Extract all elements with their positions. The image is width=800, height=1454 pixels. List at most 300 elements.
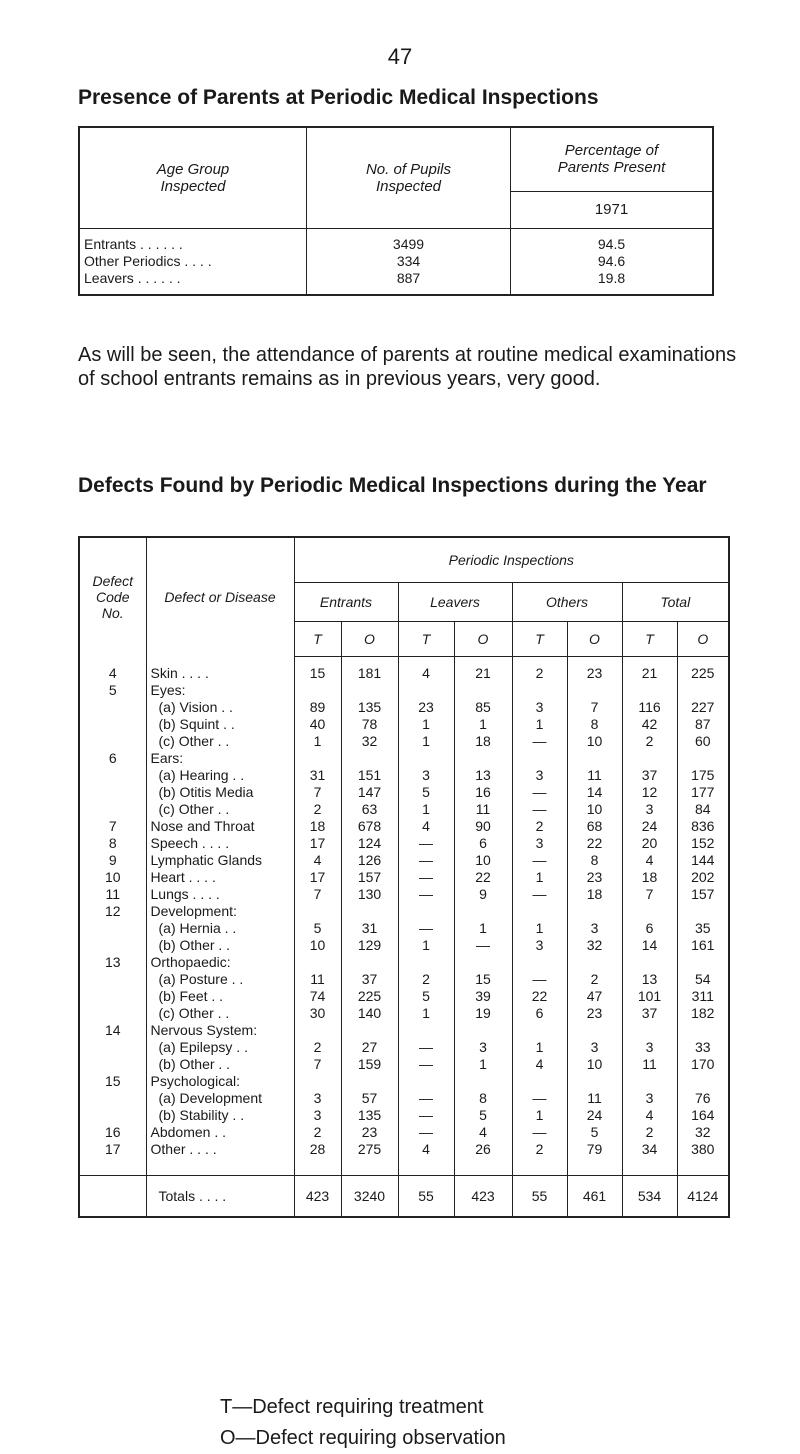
value-cell: 3: [294, 1107, 341, 1124]
table-row: [79, 988, 729, 1005]
value-cell: 15: [294, 656, 341, 682]
value-cell: 74: [294, 988, 341, 1005]
value-cell: 42: [622, 716, 677, 733]
defect-name-cell: Nose and Throat: [146, 818, 294, 835]
value-cell: 11: [567, 1090, 622, 1107]
header-o: O: [341, 622, 398, 656]
header-pupils: No. of Pupils Inspected: [307, 127, 511, 229]
total-value-cell: 461: [567, 1175, 622, 1217]
parents-presence-table: [78, 126, 714, 296]
value-cell: 2: [398, 971, 454, 988]
value-cell: 152: [677, 835, 729, 852]
value-cell: 37: [622, 767, 677, 784]
value-cell: [512, 954, 567, 971]
value-cell: 22: [454, 869, 512, 886]
value-cell: 1: [454, 1056, 512, 1073]
value-cell: 78: [341, 716, 398, 733]
defect-code-cell: [79, 1090, 146, 1107]
value-cell: 225: [341, 988, 398, 1005]
value-cell: —: [454, 937, 512, 954]
value-cell: 34: [622, 1141, 677, 1158]
value-cell: 151: [341, 767, 398, 784]
pupils-cell: 334: [307, 252, 511, 269]
value-cell: 21: [454, 656, 512, 682]
value-cell: [294, 903, 341, 920]
value-cell: [567, 903, 622, 920]
value-cell: —: [398, 1056, 454, 1073]
defect-name-cell: (b) Stability . .: [146, 1107, 294, 1124]
table-row: [79, 903, 729, 920]
value-cell: 10: [567, 733, 622, 750]
header-t: T: [622, 622, 677, 656]
value-cell: 2: [512, 818, 567, 835]
value-cell: [677, 903, 729, 920]
value-cell: —: [398, 1124, 454, 1141]
value-cell: 6: [622, 920, 677, 937]
header-defect-code: Defect Code No.: [92, 573, 133, 621]
value-cell: 19: [454, 1005, 512, 1022]
value-cell: 1: [398, 937, 454, 954]
value-cell: 1: [398, 801, 454, 818]
value-cell: 1: [512, 869, 567, 886]
value-cell: [567, 682, 622, 699]
total-value-cell: 4124: [677, 1175, 729, 1217]
value-cell: —: [398, 852, 454, 869]
value-cell: 157: [677, 886, 729, 903]
value-cell: [622, 954, 677, 971]
value-cell: [512, 1073, 567, 1090]
defect-code-cell: [79, 1005, 146, 1022]
value-cell: 202: [677, 869, 729, 886]
value-cell: 32: [341, 733, 398, 750]
value-cell: [398, 903, 454, 920]
value-cell: 39: [454, 988, 512, 1005]
defect-code-cell: 13: [104, 954, 121, 970]
value-cell: [567, 750, 622, 767]
value-cell: 60: [677, 733, 729, 750]
value-cell: 21: [622, 656, 677, 682]
value-cell: 14: [567, 784, 622, 801]
value-cell: [454, 750, 512, 767]
value-cell: 2: [294, 1124, 341, 1141]
value-cell: [341, 750, 398, 767]
defect-code-cell: [79, 1107, 146, 1124]
total-value-cell: 534: [622, 1175, 677, 1217]
value-cell: 24: [622, 818, 677, 835]
value-cell: —: [398, 920, 454, 937]
value-cell: 181: [341, 656, 398, 682]
value-cell: 23: [567, 656, 622, 682]
value-cell: 2: [294, 1039, 341, 1056]
value-cell: 26: [454, 1141, 512, 1158]
value-cell: 4: [398, 1141, 454, 1158]
value-cell: 836: [677, 818, 729, 835]
value-cell: 3: [622, 1039, 677, 1056]
value-cell: [454, 903, 512, 920]
value-cell: 23: [398, 699, 454, 716]
defect-name-cell: Skin . . . .: [146, 656, 294, 682]
value-cell: 182: [677, 1005, 729, 1022]
table-row: [79, 699, 729, 716]
value-cell: 31: [294, 767, 341, 784]
value-cell: 4: [398, 656, 454, 682]
value-cell: 84: [677, 801, 729, 818]
header-year: 1971: [511, 191, 714, 228]
header-total: Total: [622, 583, 729, 622]
defect-code-cell: [79, 1039, 146, 1056]
table-row: [79, 937, 729, 954]
value-cell: 135: [341, 1107, 398, 1124]
value-cell: [294, 1073, 341, 1090]
defect-code-cell: 11: [105, 886, 121, 902]
value-cell: [677, 1073, 729, 1090]
defect-code-cell: [79, 699, 146, 716]
defect-code-cell: [79, 971, 146, 988]
value-cell: 2: [512, 656, 567, 682]
value-cell: [341, 903, 398, 920]
value-cell: —: [398, 869, 454, 886]
table-row: [79, 920, 729, 937]
value-cell: 87: [677, 716, 729, 733]
value-cell: 3: [294, 1090, 341, 1107]
defect-code-cell: [79, 801, 146, 818]
value-cell: 12: [622, 784, 677, 801]
defect-name-cell: (a) Epilepsy . .: [146, 1039, 294, 1056]
value-cell: 147: [341, 784, 398, 801]
value-cell: 2: [622, 733, 677, 750]
value-cell: 2: [512, 1141, 567, 1158]
table-row: [79, 954, 729, 971]
table-row: [79, 269, 713, 295]
value-cell: 170: [677, 1056, 729, 1073]
defect-code-cell: [79, 784, 146, 801]
value-cell: 157: [341, 869, 398, 886]
defect-code-cell: 16: [104, 1124, 121, 1140]
value-cell: 225: [677, 656, 729, 682]
value-cell: 8: [567, 852, 622, 869]
value-cell: [677, 682, 729, 699]
defect-name-cell: (c) Other . .: [146, 733, 294, 750]
table-row: [79, 733, 729, 750]
total-value-cell: 3240: [341, 1175, 398, 1217]
value-cell: 3: [512, 699, 567, 716]
value-cell: 35: [677, 920, 729, 937]
header-t: T: [398, 622, 454, 656]
defect-name-cell: Lymphatic Glands: [146, 852, 294, 869]
value-cell: [294, 750, 341, 767]
value-cell: 18: [294, 818, 341, 835]
value-cell: 3: [512, 835, 567, 852]
total-value-cell: 423: [294, 1175, 341, 1217]
value-cell: 1: [512, 1039, 567, 1056]
value-cell: 18: [454, 733, 512, 750]
value-cell: 1: [512, 920, 567, 937]
value-cell: 164: [677, 1107, 729, 1124]
table-row: [79, 886, 729, 903]
value-cell: 54: [677, 971, 729, 988]
defect-name-cell: (b) Other . .: [146, 937, 294, 954]
value-cell: 3: [622, 801, 677, 818]
table-row: [79, 818, 729, 835]
value-cell: 7: [294, 1056, 341, 1073]
defect-code-cell: 10: [104, 869, 121, 885]
value-cell: 68: [567, 818, 622, 835]
value-cell: [622, 682, 677, 699]
defect-code-cell: 6: [108, 750, 117, 766]
value-cell: 4: [454, 1124, 512, 1141]
value-cell: 11: [454, 801, 512, 818]
defect-code-cell: 4: [108, 664, 117, 681]
defect-name-cell: Heart . . . .: [146, 869, 294, 886]
defect-code-cell: 9: [108, 852, 117, 868]
table-row: [79, 835, 729, 852]
value-cell: 5: [398, 784, 454, 801]
attendance-paragraph: As will be seen, the attendance of parents at routine medical examinations of school entrants remains as in previous years, very good.: [78, 344, 737, 390]
note-o: O—Defect requiring observation: [220, 1427, 506, 1449]
value-cell: 8: [454, 1090, 512, 1107]
value-cell: 175: [677, 767, 729, 784]
value-cell: 27: [341, 1039, 398, 1056]
value-cell: [622, 750, 677, 767]
value-cell: 6: [512, 1005, 567, 1022]
defect-name-cell: (b) Feet . .: [146, 988, 294, 1005]
value-cell: 31: [341, 920, 398, 937]
value-cell: 5: [567, 1124, 622, 1141]
pupils-cell: 3499: [307, 229, 511, 253]
defect-code-cell: 15: [104, 1073, 121, 1089]
value-cell: 129: [341, 937, 398, 954]
value-cell: 90: [454, 818, 512, 835]
defect-name-cell: Ears:: [146, 750, 294, 767]
value-cell: 124: [341, 835, 398, 852]
value-cell: 8: [567, 716, 622, 733]
header-percentage: Percentage of Parents Present: [511, 127, 714, 191]
value-cell: [341, 1022, 398, 1039]
defect-code-cell: [79, 733, 146, 750]
defect-code-cell: [79, 1056, 146, 1073]
value-cell: [567, 954, 622, 971]
value-cell: [294, 954, 341, 971]
defect-name-cell: Development:: [146, 903, 294, 920]
value-cell: [567, 1022, 622, 1039]
value-cell: 3: [398, 767, 454, 784]
value-cell: 116: [622, 699, 677, 716]
value-cell: [341, 1073, 398, 1090]
value-cell: 10: [567, 801, 622, 818]
value-cell: 3: [622, 1090, 677, 1107]
value-cell: —: [512, 784, 567, 801]
page-number: 47: [387, 44, 413, 69]
value-cell: [677, 954, 729, 971]
defect-code-cell: 14: [104, 1022, 121, 1038]
value-cell: 22: [567, 835, 622, 852]
value-cell: 2: [294, 801, 341, 818]
percentage-cell: 19.8: [511, 269, 714, 295]
defect-code-cell: [79, 920, 146, 937]
totals-row: [79, 1175, 729, 1217]
value-cell: [622, 1022, 677, 1039]
value-cell: —: [512, 733, 567, 750]
value-cell: 79: [567, 1141, 622, 1158]
value-cell: 33: [677, 1039, 729, 1056]
header-t: T: [294, 622, 341, 656]
table-row: [79, 656, 729, 682]
value-cell: 130: [341, 886, 398, 903]
value-cell: [512, 903, 567, 920]
defect-name-cell: Psychological:: [146, 1073, 294, 1090]
value-cell: [512, 682, 567, 699]
value-cell: 4: [294, 852, 341, 869]
section-title-defects: Defects Found by Periodic Medical Inspections during the Year: [78, 474, 707, 497]
value-cell: [294, 1022, 341, 1039]
value-cell: [454, 1073, 512, 1090]
table-row: [79, 1141, 729, 1158]
value-cell: 7: [294, 784, 341, 801]
header-o: O: [567, 622, 622, 656]
defect-code-cell: 7: [108, 818, 117, 834]
table-row: [79, 1056, 729, 1073]
value-cell: 22: [512, 988, 567, 1005]
value-cell: —: [398, 1039, 454, 1056]
value-cell: —: [512, 886, 567, 903]
value-cell: 1: [454, 716, 512, 733]
value-cell: 24: [567, 1107, 622, 1124]
table-row: [79, 716, 729, 733]
percentage-cell: 94.6: [511, 252, 714, 269]
table-row: [79, 1039, 729, 1056]
table-row: [79, 1022, 729, 1039]
value-cell: 101: [622, 988, 677, 1005]
defect-name-cell: (c) Other . .: [146, 1005, 294, 1022]
value-cell: 5: [454, 1107, 512, 1124]
value-cell: 16: [454, 784, 512, 801]
table-row: [79, 750, 729, 767]
table-row: [79, 1005, 729, 1022]
value-cell: 9: [454, 886, 512, 903]
value-cell: —: [512, 1124, 567, 1141]
value-cell: 3: [567, 920, 622, 937]
value-cell: —: [398, 886, 454, 903]
value-cell: [454, 682, 512, 699]
value-cell: —: [512, 1090, 567, 1107]
value-cell: 1: [398, 1005, 454, 1022]
defect-code-cell: [79, 988, 146, 1005]
value-cell: —: [512, 801, 567, 818]
value-cell: 5: [398, 988, 454, 1005]
defect-name-cell: (a) Posture . .: [146, 971, 294, 988]
value-cell: 3: [567, 1039, 622, 1056]
value-cell: 7: [622, 886, 677, 903]
value-cell: [454, 1022, 512, 1039]
value-cell: 4: [398, 818, 454, 835]
header-leavers: Leavers: [398, 583, 512, 622]
table-row: [79, 971, 729, 988]
legend-notes: [220, 1392, 506, 1454]
table-row: [79, 252, 713, 269]
defect-name-cell: (a) Hearing . .: [146, 767, 294, 784]
value-cell: [454, 954, 512, 971]
value-cell: 144: [677, 852, 729, 869]
value-cell: —: [398, 835, 454, 852]
value-cell: —: [512, 971, 567, 988]
value-cell: 126: [341, 852, 398, 869]
value-cell: 2: [567, 971, 622, 988]
value-cell: 1: [454, 920, 512, 937]
value-cell: 89: [294, 699, 341, 716]
value-cell: [398, 1073, 454, 1090]
value-cell: 7: [294, 886, 341, 903]
value-cell: 4: [512, 1056, 567, 1073]
table-row: [79, 869, 729, 886]
value-cell: 177: [677, 784, 729, 801]
defect-name-cell: Eyes:: [146, 682, 294, 699]
defect-name-cell: Orthopaedic:: [146, 954, 294, 971]
spacer-row: [79, 1158, 729, 1176]
value-cell: 63: [341, 801, 398, 818]
defect-name-cell: (b) Squint . .: [146, 716, 294, 733]
value-cell: 85: [454, 699, 512, 716]
pupils-cell: 887: [307, 269, 511, 295]
header-entrants: Entrants: [294, 583, 398, 622]
defect-name-cell: Nervous System:: [146, 1022, 294, 1039]
totals-label: Totals . . . .: [146, 1175, 294, 1217]
value-cell: 2: [622, 1124, 677, 1141]
age-group-cell: Other Periodics . . . .: [84, 252, 212, 269]
value-cell: 5: [294, 920, 341, 937]
total-value-cell: 55: [398, 1175, 454, 1217]
value-cell: 47: [567, 988, 622, 1005]
value-cell: 18: [622, 869, 677, 886]
value-cell: [398, 954, 454, 971]
value-cell: 159: [341, 1056, 398, 1073]
value-cell: 135: [341, 699, 398, 716]
value-cell: 13: [454, 767, 512, 784]
value-cell: 11: [622, 1056, 677, 1073]
defect-name-cell: (c) Other . .: [146, 801, 294, 818]
value-cell: 32: [567, 937, 622, 954]
age-group-cell: Entrants . . . . . .: [84, 235, 183, 252]
defect-name-cell: Abdomen . .: [146, 1124, 294, 1141]
value-cell: 15: [454, 971, 512, 988]
table-row: [79, 1124, 729, 1141]
table-row: [79, 682, 729, 699]
section-title-parents: Presence of Parents at Periodic Medical Inspections: [78, 86, 599, 109]
value-cell: 380: [677, 1141, 729, 1158]
value-cell: [622, 1073, 677, 1090]
value-cell: 28: [294, 1141, 341, 1158]
defect-code-cell: [79, 767, 146, 784]
value-cell: 11: [294, 971, 341, 988]
value-cell: 37: [341, 971, 398, 988]
value-cell: 13: [622, 971, 677, 988]
value-cell: 23: [567, 869, 622, 886]
value-cell: 76: [677, 1090, 729, 1107]
note-t: T—Defect requiring treatment: [220, 1396, 484, 1418]
value-cell: 3: [454, 1039, 512, 1056]
value-cell: 3: [512, 767, 567, 784]
defect-name-cell: Other . . . .: [146, 1141, 294, 1158]
defect-name-cell: (a) Vision . .: [146, 699, 294, 716]
value-cell: 23: [567, 1005, 622, 1022]
value-cell: 32: [677, 1124, 729, 1141]
value-cell: 10: [294, 937, 341, 954]
value-cell: 57: [341, 1090, 398, 1107]
value-cell: 140: [341, 1005, 398, 1022]
table-row: [79, 801, 729, 818]
defect-name-cell: (b) Other . .: [146, 1056, 294, 1073]
header-periodic-inspections: Periodic Inspections: [294, 537, 729, 583]
value-cell: 227: [677, 699, 729, 716]
